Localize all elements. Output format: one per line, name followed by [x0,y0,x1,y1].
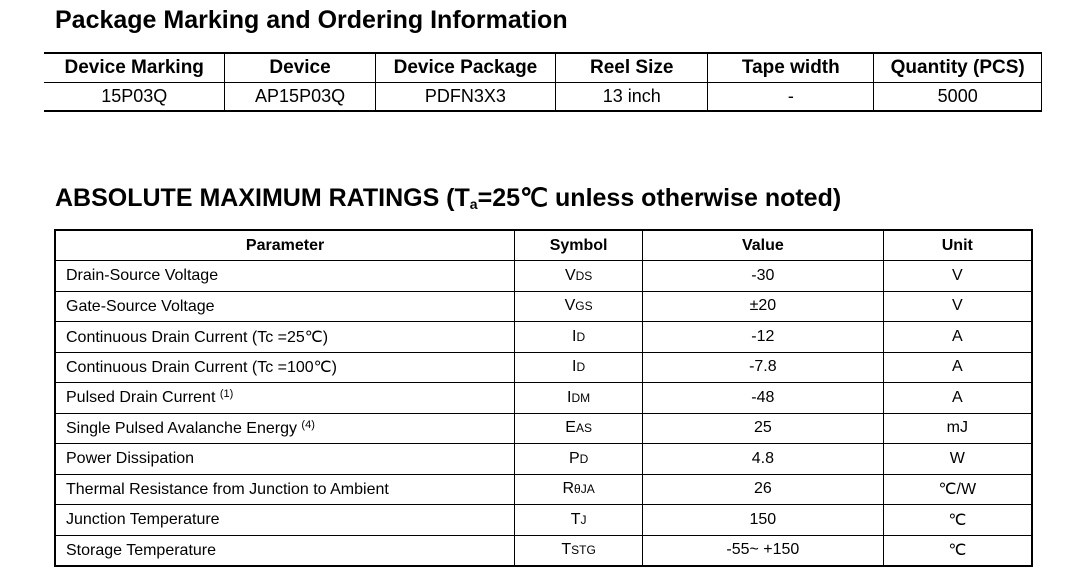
value-cell: -12 [643,322,884,353]
unit-cell: A [883,383,1032,414]
header-device-package: Device Package [375,53,556,83]
parameter-text: Thermal Resistance from Junction to Ambient [66,480,389,498]
cell-quantity: 5000 [874,83,1042,112]
ratings-title-sub: a [469,196,478,212]
unit-cell: A [883,352,1032,383]
parameter-text: Continuous Drain Current (Tc =100℃) [66,359,337,377]
parameter-text: Single Pulsed Avalanche Energy [66,419,302,437]
symbol-cell [515,413,643,444]
table-row [55,444,1032,475]
symbol-cell [515,322,643,353]
header-value: Value [643,230,884,261]
value-cell: 26 [643,474,884,505]
unit-cell: V [883,291,1032,322]
symbol-main: T [570,510,581,528]
ratings-table [54,229,1033,567]
symbol-cell [515,474,643,505]
unit-cell: ℃ [883,505,1032,536]
ratings-body [55,261,1032,567]
symbol-cell [515,261,643,292]
unit-cell: W [883,444,1032,475]
value-cell: -48 [643,383,884,414]
symbol-cell [515,383,643,414]
table-row [55,322,1032,353]
footnote-ref: (1) [219,388,234,401]
symbol-main: R [562,480,575,498]
ratings-header-row [55,230,1032,261]
symbol-sub: D [579,451,589,466]
value-cell: 4.8 [643,444,884,475]
parameter-cell [55,444,515,475]
symbol-cell [515,352,643,383]
parameter-cell [55,413,515,444]
parameter-text: Power Dissipation [66,450,195,468]
cell-device-package: PDFN3X3 [375,83,556,112]
value-cell: -30 [643,261,884,292]
cell-device: AP15P03Q [225,83,375,112]
parameter-cell [55,383,515,414]
table-row [55,505,1032,536]
symbol-cell [515,505,643,536]
parameter-cell [55,291,515,322]
unit-cell: ℃ [883,535,1032,566]
parameter-text: Storage Temperature [66,541,217,559]
ratings-title [55,183,841,213]
parameter-cell [55,322,515,353]
value-cell: 150 [643,505,884,536]
symbol-sub: J [580,512,587,527]
ordering-header-row [44,53,1042,83]
value-cell: ±20 [643,291,884,322]
symbol-cell [515,444,643,475]
table-row [55,383,1032,414]
ordering-row [44,83,1042,112]
footnote-ref: (4) [301,418,315,431]
symbol-main: I [567,388,572,406]
symbol-main: E [565,419,576,437]
symbol-main: P [568,449,580,467]
ratings-title-pre: ABSOLUTE MAXIMUM RATINGS (T [55,184,470,212]
table-row [55,474,1032,505]
parameter-cell [55,261,515,292]
parameter-text: Gate-Source Voltage [66,297,215,315]
header-quantity: Quantity (PCS) [874,53,1042,83]
header-symbol: Symbol [515,230,643,261]
header-device: Device [225,53,375,83]
header-reel-size: Reel Size [556,53,708,83]
header-parameter: Parameter [55,230,515,261]
symbol-main: I [572,358,577,376]
parameter-text: Drain-Source Voltage [66,267,219,285]
symbol-cell [515,291,643,322]
parameter-cell [55,505,515,536]
header-device-marking: Device Marking [44,53,225,83]
cell-device-marking: 15P03Q [44,83,225,112]
parameter-text: Continuous Drain Current (Tc =25℃) [66,328,329,346]
unit-cell: V [883,261,1032,292]
symbol-main: T [561,541,572,559]
symbol-sub: DS [575,268,593,283]
unit-cell: A [883,322,1032,353]
ratings-title-post: =25℃ unless otherwise noted) [477,184,842,212]
symbol-sub: θJA [574,482,595,497]
parameter-text: Pulsed Drain Current [66,389,220,407]
symbol-cell [515,535,643,566]
symbol-sub: GS [575,299,593,314]
header-tape-width: Tape width [708,53,874,83]
symbol-sub: AS [575,421,592,436]
ordering-table [44,52,1042,112]
symbol-sub: DM [571,390,591,405]
symbol-sub: D [576,360,586,375]
unit-cell: ℃/W [883,474,1032,505]
table-row [55,535,1032,566]
table-row [55,291,1032,322]
parameter-cell [55,535,515,566]
symbol-main: I [572,327,577,345]
parameter-text: Junction Temperature [66,511,220,529]
parameter-cell [55,352,515,383]
value-cell: -7.8 [643,352,884,383]
parameter-cell [55,474,515,505]
symbol-main: V [564,266,576,284]
value-cell: -55~ +150 [643,535,884,566]
header-unit: Unit [883,230,1032,261]
table-row [55,352,1032,383]
symbol-sub: STG [571,543,596,558]
unit-cell: mJ [883,413,1032,444]
symbol-sub: D [576,329,586,344]
table-row [55,261,1032,292]
symbol-main: V [564,297,576,315]
cell-reel-size: 13 inch [556,83,708,112]
cell-tape-width: - [708,83,874,112]
value-cell: 25 [643,413,884,444]
table-row [55,413,1032,444]
ordering-title: Package Marking and Ordering Information [55,6,568,34]
